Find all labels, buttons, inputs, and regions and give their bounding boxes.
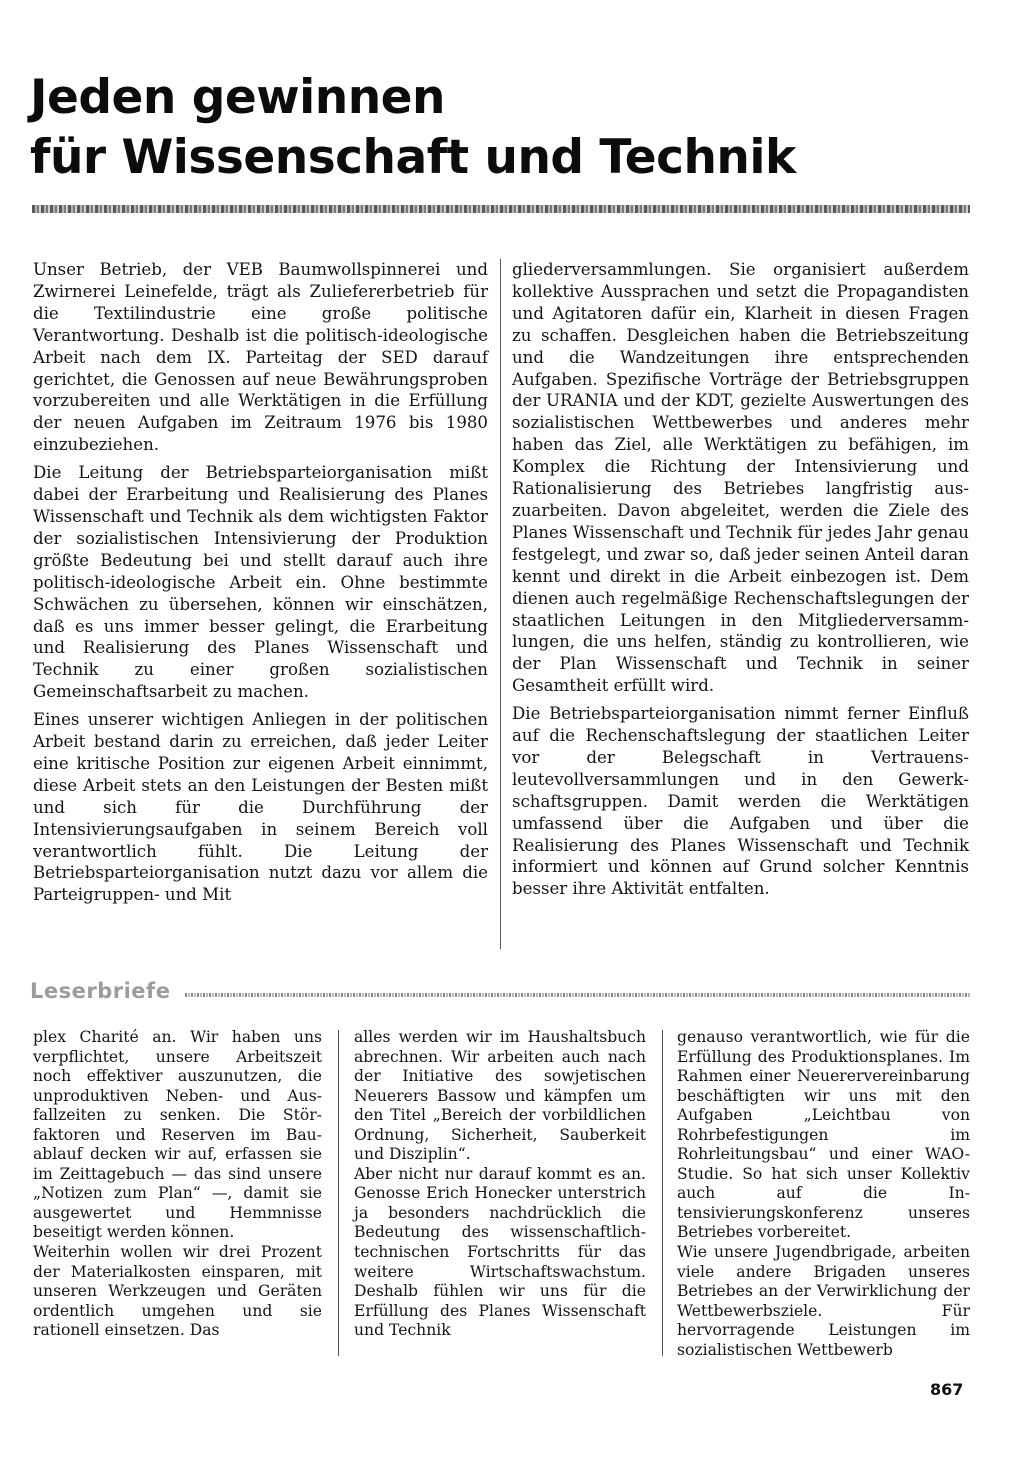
paragraph: Die Betriebsparteiorganisation nimmt ferner Einfluß auf die Rechenschaftslegung der staatlichen Leiter vor der Belegschaft in Vertrauensleutevollversammlungen und in den Gewerkschaftsgruppen. Damit werden die Werktätigen umfassend über die Aufgaben und über die Realisierung des Planes Wissenschaft und Technik informiert und können auf Grund solcher Kenntnis besser ihre Aktivität entfalten. xyxy=(512,704,969,899)
paragraph: Unser Betrieb, der VEB Baumwollspinnerei und Zwirnerei Leinefelde, trägt als Zuliefererbetrieb für die Textilindustrie eine große politische Verantwortung. Deshalb ist die politisch-ideologische Arbeit nach dem IX. Parteitag der SED darauf gerichtet, die Genossen auf neue Bewährungsproben vorzubereiten und alle Werktätigen in die Erfüllung der neuen Aufgaben im Zeitraum 1976 bis 1980 einzubeziehen. xyxy=(33,260,488,455)
paragraph: genauso verantwortlich, wie für die Erfüllung des Produktionsplanes. Im Rahmen einer Neuerervereinbarung beschäftigten wir uns mit den Aufgaben „Leichtbau von Rohrbefestigungen im Rohrleitungsbau“ und einer WAO-Studie. So hat sich unser Kollektiv auch auf die Intensivierungskonferenz unseres Betriebes vorbereitet. xyxy=(677,1028,970,1242)
page-number: 867 xyxy=(930,1380,964,1399)
column-divider xyxy=(338,1030,339,1356)
column-divider xyxy=(662,1030,663,1356)
paragraph: alles werden wir im Haushaltsbuch abrechnen. Wir arbeiten auch nach der Initiative des sowjetischen Neuerers Bassow und kämpfen um den Titel „Bereich der vorbildlichen Ordnung, Sicherheit, Sauberkeit und Disziplin“. xyxy=(354,1028,646,1164)
paragraph: Wie unsere Jugendbrigade, arbeiten viele andere Brigaden unseres Betriebes an der Verwirklichung der Wettbewerbsziele. Für hervorragende Leistungen im sozialistischen Wettbewerb xyxy=(677,1243,970,1359)
article-column-right xyxy=(512,259,969,906)
letters-column-2 xyxy=(354,1028,646,1341)
article-column-left xyxy=(33,259,488,912)
section-rule xyxy=(185,993,971,997)
paragraph: gliederversammlungen. Sie organisiert außerdem kollektive Aussprachen und setzt die Propagandisten und Agitatoren dafür ein, Klarheit in diesen Fragen zu schaffen. Desgleichen haben die Betriebszeitung und die Wandzeitungen ihre entsprechenden Aufgaben. Spezifische Vorträge der Betriebsgruppen der URANIA und der KDT, gezielte Auswertungen des sozialistischen Wettbewerbes und anderes mehr haben das Ziel, alle Werktätigen zu befähigen, im Komplex die Richtung der Intensivierung und Rationalisierung des Betriebes langfristig auszuarbeiten. Davon abgeleitet, werden die Ziele des Planes Wissenschaft und Technik für jedes Jahr genau festgelegt, und zwar so, daß jeder seinen Anteil daran kennt und direkt in die Arbeit einbezogen ist. Dem dienen auch regelmäßige Rechenschaftslegungen der staatlichen Leitungen in den Mitgliederversammlungen, die uns helfen, ständig zu kontrollieren, wie der Plan Wissenschaft und Technik in seiner Gesamtheit erfüllt wird. xyxy=(512,260,969,696)
paragraph: plex Charité an. Wir haben uns verpflichtet, unsere Arbeitszeit noch effektiver auszunutzen, die unproduktiven Neben- und Ausfallzeiten zu senken. Die Störfaktoren und Reserven im Bauablauf decken wir auf, erfassen sie im Zeittagebuch — das sind unsere „Notizen zum Plan“ —, damit sie ausgewertet und Hemmnisse beseitigt werden können. xyxy=(33,1028,322,1242)
paragraph: Eines unserer wichtigen Anliegen in der politischen Arbeit bestand darin zu erreichen, daß jeder Leiter eine kritische Position zur eigenen Arbeit einnimmt, diese Arbeit stets an den Leistungen der Besten mißt und sich für die Durchführung der Intensivierungsaufgaben in seinem Bereich voll verantwortlich fühlt. Die Leitung der Betriebsparteiorganisation nutzt dazu vor allem die Parteigruppen- und Mit xyxy=(33,710,488,905)
headline xyxy=(30,68,990,188)
headline-line-1: Jeden gewinnen xyxy=(30,70,446,125)
headline-rule xyxy=(32,205,970,213)
paragraph: Aber nicht nur darauf kommt es an. Genosse Erich Honecker unterstrich ja besonders nachdrücklich die Bedeutung des wissenschaftlich-technischen Fortschritts für das weitere Wirtschaftswachstum. Deshalb fühlen wir uns für die Erfüllung des Planes Wissenschaft und Technik xyxy=(354,1164,646,1340)
headline-line-2: für Wissenschaft und Technik xyxy=(30,130,796,185)
paragraph: Die Leitung der Betriebsparteiorganisation mißt dabei der Erarbeitung und Realisierung des Planes Wissenschaft und Technik als dem wichtigsten Faktor der sozialistischen Intensivierung der Produktion größte Bedeutung bei und stellt darauf auch ihre politisch-ideologische Arbeit ein. Ohne bestimmte Schwächen zu übersehen, können wir einschätzen, daß es uns immer besser gelingt, die Erarbeitung und Realisierung des Planes Wissenschaft und Technik zu einer großen sozialistischen Gemeinschaftsarbeit zu machen. xyxy=(33,463,488,702)
letters-column-3 xyxy=(677,1028,970,1360)
column-divider xyxy=(500,259,501,949)
paragraph: Weiterhin wollen wir drei Prozent der Materialkosten einsparen, mit unseren Werkzeugen und Geräten ordentlich umgehen und sie rationell einsetzen. Das xyxy=(33,1243,322,1340)
letters-column-1 xyxy=(33,1028,322,1341)
section-label-leserbriefe: Leserbriefe xyxy=(30,979,171,1003)
